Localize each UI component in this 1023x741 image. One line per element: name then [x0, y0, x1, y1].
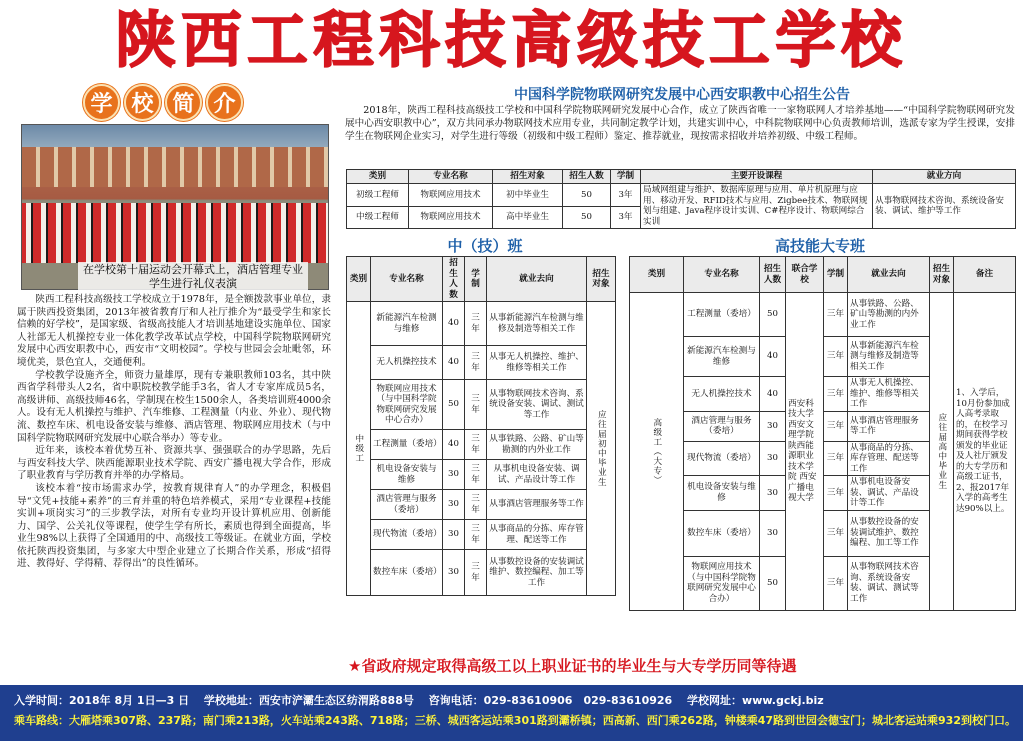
cell-target: 高中毕业生 — [493, 206, 563, 229]
cell-duration: 三年 — [465, 430, 487, 460]
table-row — [347, 346, 616, 380]
cell-target: 初中毕业生 — [493, 184, 563, 207]
cell-career: 从事商品的分拣、库存管理、配送等工作 — [848, 441, 930, 476]
col-header: 招生人数 — [760, 257, 786, 293]
cell-career: 从事机电设备安装、调试、产品设计等工作 — [487, 460, 587, 490]
notice-body: 2018年，陕西工程科技高级技工学校和中国科学院物联网研究发展中心合作，成立了陕西省唯一一家物联网人才培养基地——“中国科学院物联网研究发展中心西安职教中心”，双方共同承办物联网技术应用专业，共同制定教学计划，共建实训中心，中科院物联网中心负责教师培训，选派专家为学生授课，安排学生在物联网企业实习，对学生进行等级（初级和中级工程师）鉴定、推荐就业，现按需求招收并培养初级、中级工程师。 — [345, 105, 1015, 142]
cell-category: 中级工程师 — [347, 206, 409, 229]
cell-duration: 3年 — [611, 206, 641, 229]
cell-duration: 三年 — [824, 293, 848, 337]
cell-major: 工程测量（委培） — [371, 430, 443, 460]
cell-quota: 50 — [760, 293, 786, 337]
cell-category — [630, 293, 684, 611]
cell-career: 从事无人机操控、维护、维修等相关工作 — [848, 377, 930, 412]
intro-paragraph: 学校教学设施齐全，师资力量雄厚，现有专兼职教师103名，其中陕西省学科带头人2名，省中职院校教学能手3名，省人才专家库成员5名，高级讲师、高级技师46名，学制现在校生1500余人，各类培训班4000余人。设有无人机操控与维护、汽车维修、工程测量（内业、外业）、现代物流、数控车床、机电设备安装与维修、酒店管理、物联网应用技术（与中国科学院物联网研究发展中心联合举办）等专业。 — [17, 369, 331, 444]
label-char: 介 — [206, 84, 243, 121]
cell-duration: 三年 — [465, 380, 487, 430]
cell-category — [347, 302, 371, 596]
cell-quota: 40 — [443, 346, 465, 380]
cell-duration: 三年 — [465, 520, 487, 550]
col-header: 招生对象 — [930, 257, 954, 293]
cell-career: 从事物联网技术咨询、系统设备安装、调试、测试等工作 — [487, 380, 587, 430]
cell-quota: 40 — [760, 337, 786, 377]
photo-caption: 在学校第十届运动会开幕式上，酒店管理专业学生进行礼仪表演 — [78, 262, 308, 292]
table-row — [347, 380, 616, 430]
cell-major: 酒店管理与服务（委培） — [371, 490, 443, 520]
cell-career: 从事新能源汽车检测与维修及制造等相关工作 — [487, 302, 587, 346]
col-header: 类别 — [347, 257, 371, 302]
cell-duration: 三年 — [824, 441, 848, 476]
col-header: 招生对象 — [493, 170, 563, 184]
cell-major: 现代物流（委培） — [371, 520, 443, 550]
cell-quota: 50 — [760, 556, 786, 610]
cell-quota: 30 — [443, 490, 465, 520]
cell-major: 数控车床（委培） — [371, 550, 443, 596]
cell-duration: 三年 — [824, 377, 848, 412]
photo-building — [22, 147, 329, 187]
cell-major: 无人机操控技术 — [371, 346, 443, 380]
col-header: 类别 — [630, 257, 684, 293]
cell-duration: 三年 — [465, 490, 487, 520]
cell-quota: 40 — [443, 430, 465, 460]
table-row — [347, 550, 616, 596]
banner — [6, 6, 1017, 78]
cell-quota: 50 — [443, 380, 465, 430]
cell-duration: 三年 — [824, 510, 848, 556]
cell-quota: 30 — [443, 550, 465, 596]
policy-slogan: ★省政府规定取得高级工以上职业证书的毕业生与大专学历同等待遇 — [348, 657, 797, 675]
category-text: 高级工（大专） — [651, 417, 662, 485]
table-row — [630, 293, 1016, 337]
label-char: 简 — [165, 84, 202, 121]
cell-major: 物联网应用技术 — [409, 206, 493, 229]
school-title: 陕西工程科技高级技工学校 — [115, 6, 908, 76]
cell-major: 新能源汽车检测与维修 — [684, 337, 760, 377]
cell-duration: 三年 — [824, 556, 848, 610]
col-header: 就业去向 — [848, 257, 930, 293]
intro-section-label — [83, 84, 243, 122]
cell-quota: 30 — [443, 460, 465, 490]
col-header: 联合学校 — [786, 257, 824, 293]
table-row — [347, 490, 616, 520]
college-rows — [630, 293, 1016, 611]
cell-courses: 局域网组建与维护、数据库原理与应用、单片机原理与应用、移动开发、RFID技术与应用、Zigbee技术、物联网规划与组建、Java程序设计实训、C#程序设计、物联网综合实训 — [641, 184, 873, 229]
cell-major: 机电设备安装与维修 — [371, 460, 443, 490]
cell-quota: 40 — [760, 377, 786, 412]
col-header: 招生人数 — [443, 257, 465, 302]
table-row — [347, 184, 1016, 207]
footer-bus-routes: 乘车路线：大雁塔乘307路、237路；南门乘213路，火车站乘243路、718路；三桥、城西客运站乘301路到灞桥镇；西高新、西门乘262路，钟楼乘47路到世园会德宝门；城北客运站乘932到校门口。 — [14, 714, 1016, 727]
col-header: 专业名称 — [684, 257, 760, 293]
cell-career: 从事商品的分拣、库存管理、配送等工作 — [487, 520, 587, 550]
cell-quota: 50 — [563, 206, 611, 229]
footer-bar — [0, 685, 1023, 741]
intro-paragraph: 该校本着“按市场需求办学，按教育规律育人”的办学理念，积极倡导“文凭+技能+素养”的三育并重的特色培养模式，采用“专业课程+技能实训+项岗实习”的三步教学法，对所有专业均开设计算机应用、创新能力、国学、公关礼仪等课程，使学生学有所长，素质也得到全面提高，毕业生98%以上获得了全国通用的中、高级技工等级证。在就业方面，学校依托陕西投资集团，与多家大中型企业建立了长期合作关系，形成“招得进、教得好、学得精、荐得出”的良性循环。 — [17, 482, 331, 570]
cell-career: 从事物联网技术咨询、系统设备安装、调试、维护等工作 — [873, 184, 1016, 229]
col-header: 专业名称 — [409, 170, 493, 184]
cell-duration: 三年 — [465, 460, 487, 490]
footer-contact: 入学时间：2018年 8月 1日—3 日 学校地址：西安市浐灞生态区纺渭路888号 咨询电话：029-83610906 029-83610926 学校网址：www.gckj.biz — [14, 694, 824, 707]
cell-major: 酒店管理与服务（委培） — [684, 411, 760, 441]
cell-major: 无人机操控技术 — [684, 377, 760, 412]
cell-duration: 3年 — [611, 184, 641, 207]
cell-major: 物联网应用技术（与中国科学院物联网研究发展中心合办） — [684, 556, 760, 610]
cell-target — [587, 302, 616, 596]
table-row — [347, 520, 616, 550]
cell-career: 从事数控设备的安装调试维护、数控编程、加工等工作 — [487, 550, 587, 596]
photo-crowd — [22, 203, 329, 263]
cell-quota: 30 — [760, 476, 786, 511]
cell-career: 从事酒店管理服务等工作 — [848, 411, 930, 441]
table-row — [347, 302, 616, 346]
col-header: 专业名称 — [371, 257, 443, 302]
label-char: 校 — [124, 84, 161, 121]
cell-major: 新能源汽车检测与维修 — [371, 302, 443, 346]
cell-duration: 三年 — [465, 302, 487, 346]
cell-note: 1、入学后，10月份参加成人高考录取的，在校学习期间获得学校颁发的毕业证及人社厅颁发的大专学历和高级工证书，2、报2017年入学的高考生达90%以上。 — [954, 293, 1016, 611]
cell-career: 从事酒店管理服务等工作 — [487, 490, 587, 520]
col-header: 招生对象 — [587, 257, 616, 302]
mid-rows — [347, 302, 616, 596]
target-text: 应往届高中毕业生 — [936, 412, 947, 490]
cell-quota: 30 — [760, 441, 786, 476]
col-header: 学制 — [611, 170, 641, 184]
cell-major: 物联网应用技术 — [409, 184, 493, 207]
cell-major: 现代物流（委培） — [684, 441, 760, 476]
cell-career: 从事物联网技术咨询、系统设备安装、调试、测试等工作 — [848, 556, 930, 610]
mid-class-heading: 中（技）班 — [447, 237, 523, 255]
cell-major: 工程测量（委培） — [684, 293, 760, 337]
label-char: 学 — [83, 84, 120, 121]
cell-duration: 三年 — [465, 550, 487, 596]
cell-major: 数控车床（委培） — [684, 510, 760, 556]
school-intro — [17, 294, 331, 571]
cell-quota: 40 — [443, 302, 465, 346]
cell-quota: 30 — [760, 411, 786, 441]
cell-career: 从事数控设备的安装调试维护、数控编程、加工等工作 — [848, 510, 930, 556]
iot-program-table — [346, 169, 1016, 229]
cell-category: 初级工程师 — [347, 184, 409, 207]
cell-target — [930, 293, 954, 611]
table-row — [347, 430, 616, 460]
category-text: 中级工 — [353, 434, 364, 463]
cell-major: 机电设备安装与维修 — [684, 476, 760, 511]
target-text: 应往届初中毕业生 — [596, 410, 607, 487]
college-class-heading: 高技能大专班 — [774, 237, 865, 255]
cell-career: 从事铁路、公路、矿山等勘测的内外业工作 — [487, 430, 587, 460]
col-header: 主要开设课程 — [641, 170, 873, 184]
cell-career: 从事铁路、公路、矿山等勘测的内外业工作 — [848, 293, 930, 337]
col-header: 备注 — [954, 257, 1016, 293]
col-header: 学制 — [824, 257, 848, 293]
cell-career: 从事无人机操控、维护、维修等相关工作 — [487, 346, 587, 380]
cell-schools: 西安科技大学 西安文理学院 陕西能源职业技术学院 西安广播电视大学 — [786, 293, 824, 611]
table-row — [347, 460, 616, 490]
cell-career: 从事新能源汽车检测与维修及制造等相关工作 — [848, 337, 930, 377]
cell-duration: 三年 — [824, 337, 848, 377]
cell-quota: 50 — [563, 184, 611, 207]
notice-title: 中国科学院物联网研究发展中心西安职教中心招生公告 — [514, 87, 850, 103]
cell-duration: 三年 — [824, 476, 848, 511]
col-header: 类别 — [347, 170, 409, 184]
col-header: 就业方向 — [873, 170, 1016, 184]
col-header: 就业去向 — [487, 257, 587, 302]
intro-paragraph: 近年来，该校本着优势互补、资源共享、强强联合的办学思路，先后与西安科技大学、陕西能源职业技术学院、西安广播电视大学合作，形成了职业教育与学历教育并举的办学格局。 — [17, 445, 331, 482]
intro-paragraph: 陕西工程科技高级技工学校成立于1978年，是全额拨款事业单位，隶属于陕西投资集团，2013年被省教育厅和人社厅推介为“最受学生和家长信赖的好学校”，是国家级、省级高技能人才培训基地建设实施单位、国家人社部无人机操控专业一体化教学改革试点学校，中国科学院物联网研究发展中心西安职教中心，西安市“文明校园”。学校与世园会会址毗邻，环境优美，景色宜人，交通便利。 — [17, 294, 331, 368]
cell-quota: 30 — [760, 510, 786, 556]
cell-major: 物联网应用技术（与中国科学院物联网研究发展中心合办） — [371, 380, 443, 430]
college-class-table — [629, 256, 1016, 611]
col-header: 招生人数 — [563, 170, 611, 184]
cell-career: 从事机电设备安装、调试、产品设计等工作 — [848, 476, 930, 511]
cell-duration: 三年 — [824, 411, 848, 441]
mid-class-table — [346, 256, 616, 596]
cell-quota: 30 — [443, 520, 465, 550]
cell-duration: 三年 — [465, 346, 487, 380]
col-header: 学制 — [465, 257, 487, 302]
